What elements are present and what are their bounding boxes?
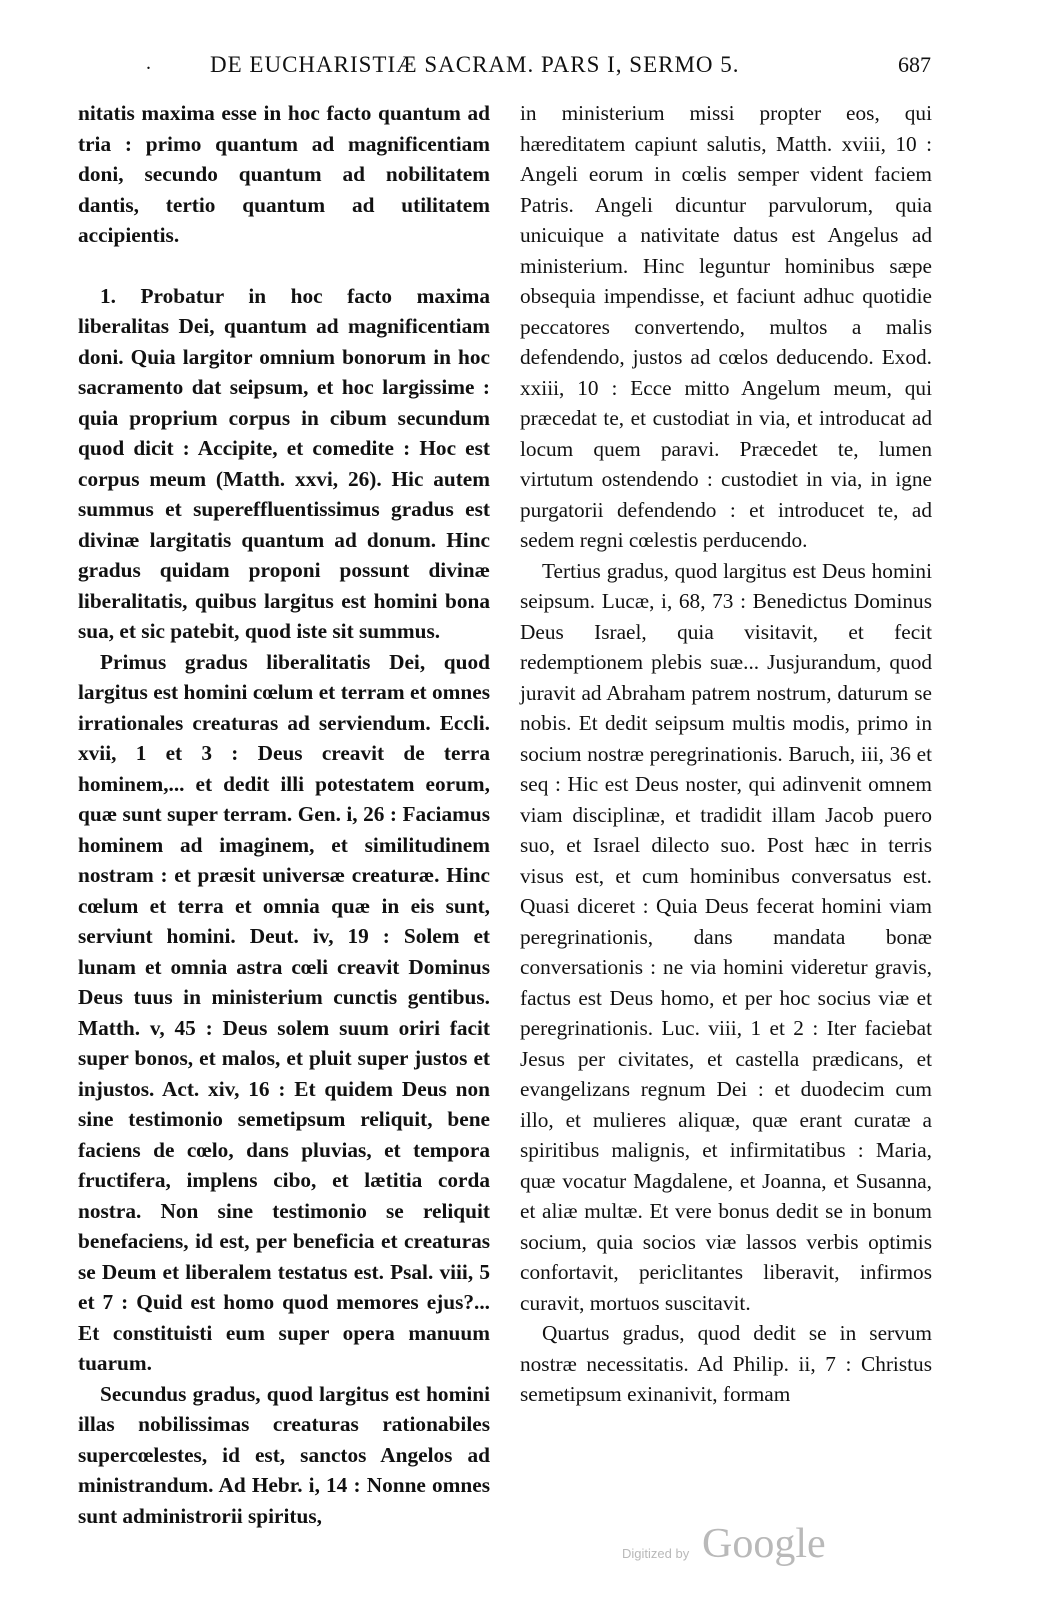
paragraph: Secundus gradus, quod largitus est homini illas nobilissimas creaturas rationabiles supercœlestes, id est, sanctos Angelos ad ministrandum. Ad Hebr. i, 14 : Nonne omnes sunt administrorii spiritus, bbox=[78, 1381, 490, 1528]
page-number: 687 bbox=[898, 52, 931, 77]
left-column bbox=[78, 98, 490, 1531]
header-dot: . bbox=[146, 52, 151, 74]
paragraph: Primus gradus liberalitatis Dei, quod largitus est homini cœlum et terram et omnes irrationales creaturas ad serviendum. Eccli. xvii, 1 et 3 : Deus creavit de terra hominem,... et dedit illi potestatem eorum, quæ sunt super terram. Gen. i, 26 : Faciamus hominem ad imaginem, et similitudinem nostram : et præsit universæ creaturæ. Hinc cœlum et terra et omnia quæ in eis sunt, serviunt homini. Deut. iv, 19 : Solem et lunam et omnia astra cœli creavit Dominus Deus tuus in ministerium cunctis gentibus. Matth. v, 45 : Deus solem suum oriri facit super bonos, et malos, et pluit super justos et injustos. Act. xiv, 16 : Et quidem Deus non sine testimonio semetipsum reliquit, bene faciens de cœlo, dans pluvias, et tempora fructifera, implens cibo, et lætitia corda nostra. Non sine testimonio se reliquit benefaciens, id est, per beneficia et creaturas se Deum et liberalem testatus est. Psal. viii, 5 et 7 : Quid est homo quod memores ejus?... Et constituisti eum super opera manuum tuarum. bbox=[78, 649, 490, 1375]
paragraph: nitatis maxima esse in hoc facto quantum ad tria : primo quantum ad magnificentiam doni, secundo quantum ad nobilitatem dantis, tertio quantum ad utilitatem accipientis. bbox=[78, 101, 490, 247]
right-column bbox=[520, 98, 932, 1410]
paragraph: in ministerium missi propter eos, qui hæreditatem capiunt salutis, Matth. xviii, 10 : Angeli eorum in cœlis semper vident faciem Patris. Angeli dicuntur parvulorum, quia unicuique a nativitate datus est Angelus ad ministerium. Hinc leguntur hominibus sæpe obsequia impendisse, et faciunt adhuc quotidie peccatores convertendo, multos a malis defendendo, justos ad cœlos deducendo. Exod. xxiii, 10 : Ecce mitto Angelum meum, qui præcedat te, et custodiat in via, et introducat ad locum quem paravi. Præcedet te, lumen virtutum ostendendo : custodiet in via, in igne purgatorii defendendo : et introducet te, ad sedem regni cœlestis perducendo. bbox=[520, 101, 932, 552]
running-title: DE EUCHARISTIÆ SACRAM. PARS I, SERMO 5. bbox=[210, 52, 740, 77]
paragraph: 1. Probatur in hoc facto maxima liberalitas Dei, quantum ad magnificentiam doni. Quia largitor omnium bonorum in hoc sacramento dat seipsum, et hoc largissime : quia proprium corpus in cibum secundum quod dicit : Accipite, et comedite : Hoc est corpus meum (Matth. xxvi, 26). Hic autem summus et supereffluentissimus gradus est divinæ largitatis quantum ad donum. Hinc gradus quidam proponi possunt divinæ liberalitatis, quibus largitus est homini bona sua, et sic patebit, quod iste sit summus. bbox=[78, 283, 490, 643]
digitized-watermark bbox=[622, 1520, 862, 1570]
paragraph: Quartus gradus, quod dedit se in servum nostræ necessitatis. Ad Philip. ii, 7 : Christus semetipsum exinanivit, formam bbox=[520, 1321, 932, 1406]
watermark-small: Digitized by bbox=[622, 1546, 690, 1561]
watermark-logo: Google bbox=[702, 1521, 826, 1567]
running-header bbox=[0, 52, 1057, 92]
paragraph: Tertius gradus, quod largitus est Deus homini seipsum. Lucæ, i, 68, 73 : Benedictus Dominus Deus Israel, quia visitavit, et fecit redemptionem plebis suæ... Jusjurandum, quod juravit ad Abraham patrem nostrum, daturum se nobis. Et dedit seipsum multis modis, primo in socium nostræ peregrinationis. Baruch, iii, 36 et seq : Hic est Deus noster, qui adinvenit omnem viam disciplinæ, et tradidit illam Jacob puero suo, et Israel dilecto suo. Post hæc in terris visus est, et cum hominibus conversatus est. Quasi diceret : Quia Deus fecerat homini viam peregrinationis, dans mandata bonæ conversationis : ne via homini videretur gravis, factus est Deus homo, et per hoc socius viæ et peregrinationis. Luc. viii, 1 et 2 : Iter faciebat Jesus per civitates, et castella prædicans, et evangelizans regnum Dei : et duodecim cum illo, et mulieres aliquæ, quæ erant curatæ a spiritibus malignis, et infirmitatibus : Maria, quæ vocatur Magdalene, et Joanna, et Susanna, et aliæ multæ. Et vere bonus dedit se in bonum socium, quia socios viæ lassos verbis optimis confortavit, periclitantes liberavit, infirmos curavit, mortuos suscitavit. bbox=[520, 558, 932, 1315]
